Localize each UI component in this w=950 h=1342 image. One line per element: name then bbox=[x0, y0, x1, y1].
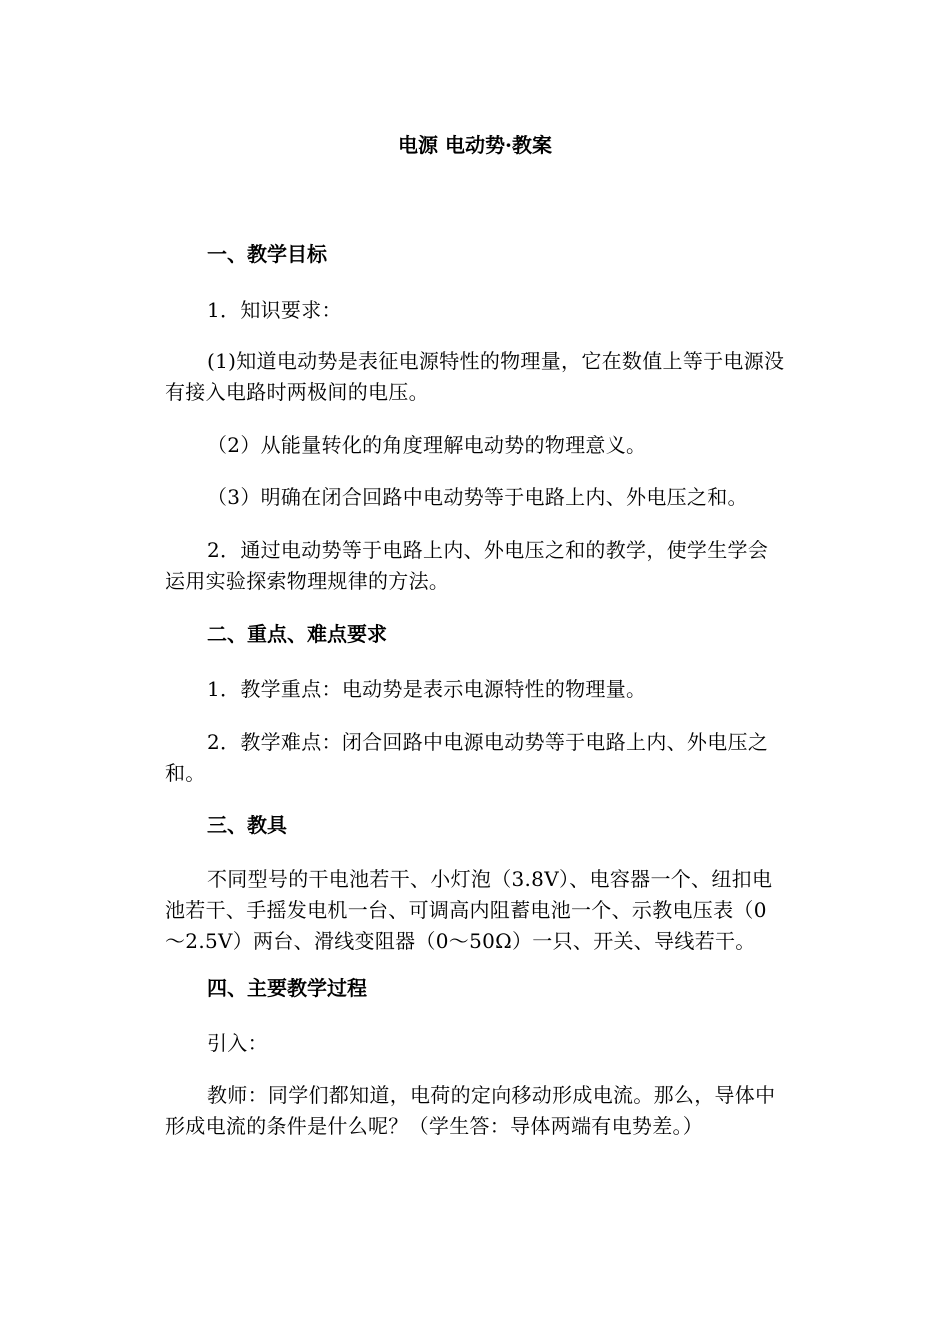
paragraph-knowledge-requirements: 1．知识要求： bbox=[207, 298, 342, 322]
section-heading-teaching-aids: 三、教具 bbox=[207, 813, 287, 837]
paragraph-introduction-label: 引入： bbox=[207, 1031, 268, 1055]
paragraph-objective-3: （3）明确在闭合回路中电动势等于电路上内、外电压之和。 bbox=[207, 485, 748, 509]
paragraph-teaching-aids-list: 不同型号的干电池若干、小灯泡（3.8V）、电容器一个、纽扣电池若干、手摇发电机一台、可调高内阻蓄电池一个、示教电压表（0～2.5V）两台、滑线变阻器（0～50Ω）一只、开关、导线若干。 bbox=[165, 867, 773, 953]
document-title: 电源 电动势·教案 bbox=[398, 133, 552, 157]
paragraph-objective-2: （2）从能量转化的角度理解电动势的物理意义。 bbox=[207, 433, 647, 457]
paragraph-objective-1: (1)知道电动势是表征电源特性的物理量，它在数值上等于电源没有接入电路时两极间的电压。 bbox=[165, 349, 785, 404]
section-heading-objectives: 一、教学目标 bbox=[207, 242, 327, 266]
section-heading-teaching-process: 四、主要教学过程 bbox=[207, 976, 367, 1000]
paragraph-key-point: 1．教学重点：电动势是表示电源特性的物理量。 bbox=[207, 677, 647, 701]
paragraph-teacher-question: 教师：同学们都知道，电荷的定向移动形成电流。那么，导体中形成电流的条件是什么呢？（学生答：导体两端有电势差。） bbox=[165, 1083, 776, 1138]
paragraph-method-objective: 2．通过电动势等于电路上内、外电压之和的教学，使学生学会运用实验探索物理规律的方法。 bbox=[165, 538, 769, 593]
section-heading-key-points: 二、重点、难点要求 bbox=[207, 622, 387, 646]
paragraph-difficult-point: 2．教学难点：闭合回路中电源电动势等于电路上内、外电压之和。 bbox=[165, 730, 769, 785]
